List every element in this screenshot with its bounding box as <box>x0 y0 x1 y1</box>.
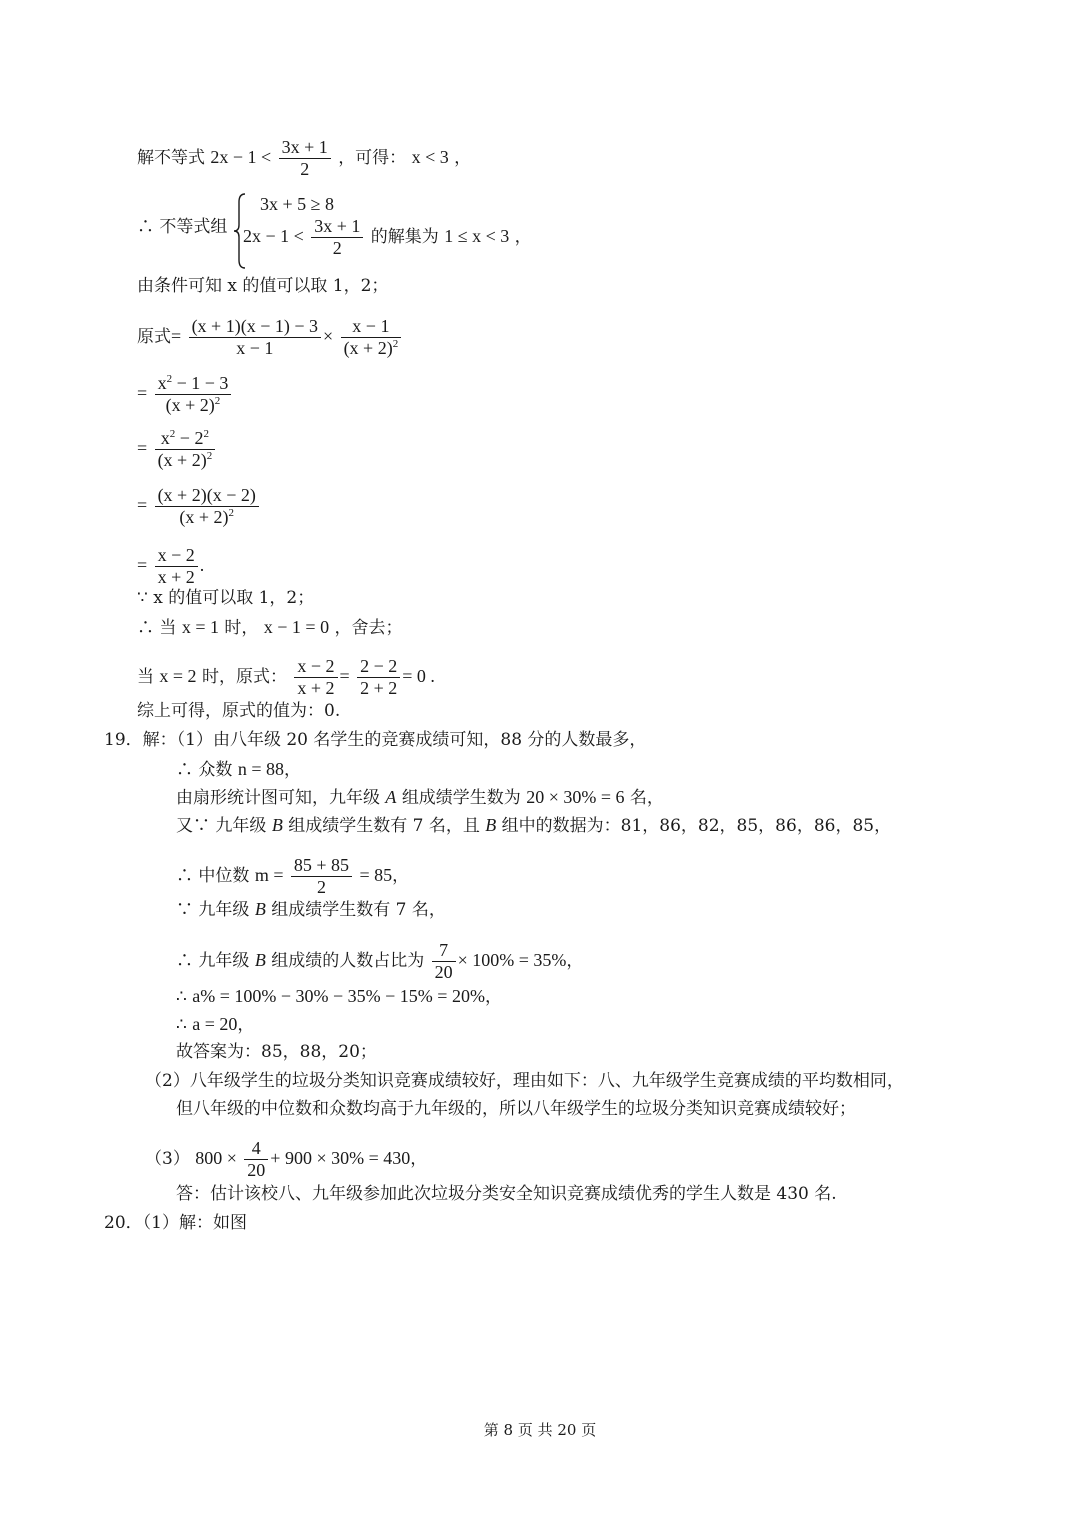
text-line: ∴ a% = 100% − 30% − 35% − 15% = 20%， <box>176 986 502 1007</box>
text-line: 综上可得，原式的值为：0. <box>137 701 341 721</box>
text-line: ∴ a = 20， <box>176 1014 255 1035</box>
inequality-solve-line: 解不等式 2x − 1 < $\frac{3x + 1}{2}$ ，可得： x < 3 ， <box>137 137 472 179</box>
system-row-1: 3x + 5 ≥ 8 <box>260 194 335 214</box>
text-line: 由扇形统计图可知，九年级 A 组成绩学生数为 20 × 30% = 6 名， <box>176 787 664 808</box>
estimate-line: （3） 800 × $\frac{4}{20}$ + 900 × 30% = 430， <box>145 1138 428 1180</box>
expression-line: 当 x = 2 时，原式： $\frac{x - 2}{x + 2}$ = $\frac{2 - 2}{2 + 2}$ = 0 . <box>137 656 435 698</box>
text-line: 故答案为：85，88，20； <box>176 1042 377 1062</box>
text-line: ∴ 众数 n = 88， <box>176 759 301 780</box>
expression-line: = $\frac{(x + 2)(x - 2)}{(x + 2)^2}$ <box>137 485 261 528</box>
fraction: $\frac{3x + 1}{2}$ <box>279 137 331 180</box>
text-line: ∴ 当 x = 1 时， x − 1 = 0 ，舍去； <box>137 617 403 638</box>
text-line: 但八年级的中位数和众数均高于九年级的，所以八年级学生的垃圾分类知识竞赛成绩较好； <box>176 1099 856 1119</box>
fraction: $\frac{x - 2}{x + 2}$ <box>294 656 337 699</box>
expression-line: = $\frac{x^2 - 2^2}{(x + 2)^2}$ <box>137 428 217 471</box>
text-line: ∵ 九年级 B 组成绩学生数有 7 名， <box>176 899 446 920</box>
system-label: ∴ 不等式组 <box>137 217 228 237</box>
text-line: （2）八年级学生的垃圾分类知识竞赛成绩较好，理由如下：八、九年级学生竞赛成绩的平均数相同， <box>145 1071 904 1091</box>
median-line: ∴ 中位数 m = $\frac{85 + 85}{2}$ = 85， <box>176 855 410 897</box>
fraction: $\frac{x^2 - 2^2}{(x + 2)^2}$ <box>155 428 216 471</box>
page-footer: 第 8 页 共 20 页 <box>483 1421 597 1439</box>
expression-line: = $\frac{x^2 - 1 - 3}{(x + 2)^2}$ <box>137 373 233 416</box>
fraction: $\frac{4}{20}$ <box>244 1138 268 1181</box>
text-line: ∵ x 的值可以取 1，2； <box>137 588 315 608</box>
fraction: $\frac{x - 2}{x + 2}$ <box>155 545 198 588</box>
fraction: $\frac{3x + 1}{2}$ <box>311 216 363 259</box>
fraction: $\frac{(x + 2)(x - 2)}{(x + 2)^2}$ <box>155 485 259 528</box>
expression-line: = $\frac{x - 2}{x + 2}$ . <box>137 545 205 587</box>
fraction: $\frac{x - 1}{(x + 2)^2}$ <box>341 316 402 359</box>
expression-line: 原式= $\frac{(x + 1)(x - 1) - 3}{x - 1}$ × $\frac{x - 1}{(x + 2)^2}$ <box>137 316 403 359</box>
text-line: 由条件可知 x 的值可以取 1，2； <box>137 276 389 296</box>
fraction: $\frac{2 - 2}{2 + 2}$ <box>357 656 400 699</box>
system-row-2: 2x − 1 < $\frac{3x + 1}{2}$ 的解集为 1 ≤ x < 3 ， <box>243 216 532 258</box>
question-20-heading: 20．（1）解：如图 <box>104 1213 247 1233</box>
fraction: $\frac{85 + 85}{2}$ <box>291 855 352 898</box>
fraction: $\frac{(x + 1)(x - 1) - 3}{x - 1}$ <box>189 316 321 359</box>
question-19-heading: 19．解：（1）由八年级 20 名学生的竞赛成绩可知，88 分的人数最多， <box>104 730 647 750</box>
fraction: $\frac{x^2 - 1 - 3}{(x + 2)^2}$ <box>155 373 232 416</box>
text-line: 又∵ 九年级 B 组成绩学生数有 7 名，且 B 组中的数据为：81，86，82，85，86，86，85， <box>176 815 892 836</box>
answer-line: 答：估计该校八、九年级参加此次垃圾分类安全知识竞赛成绩优秀的学生人数是 430 名. <box>176 1184 837 1204</box>
fraction: $\frac{7}{20}$ <box>432 940 456 983</box>
percentage-line: ∴ 九年级 B 组成绩的人数占比为 $\frac{7}{20}$ × 100% = 35%， <box>176 940 584 982</box>
